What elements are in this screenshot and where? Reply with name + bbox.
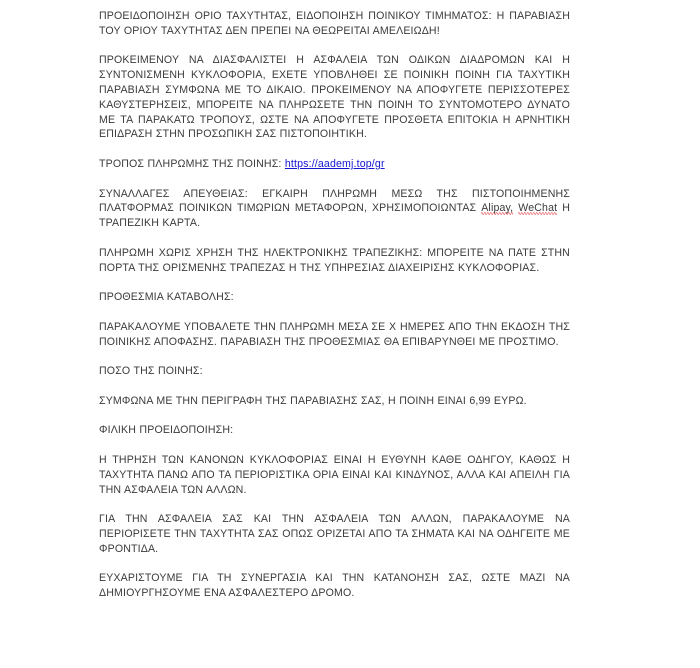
direct-transactions-prefix: ΣΥΝΑΛΛΑΓΕΣ ΑΠΕΥΘΕΙΑΣ: ΕΓΚΑΙΡΗ ΠΛΗΡΩΜΗ ΜΕΣΩ ΤΗΣ ΠΙΣΤΟΠΟΙΗΜΕΝΗΣ ΠΛΑΤΦΟΡΜΑΣ ΠΟΙΝΙΚΩΝ ΤΙΜΩΡΙΩΝ ΜΕΤΑΦΟΡΩΝ, ΧΡΗΣΙΜΟΠΟΙΩΝΤΑΣ xyxy=(99,187,570,215)
paragraph-warning-title: ΠΡΟΕΙΔΟΠΟΙΗΣΗ ΟΡΙΟ ΤΑΧΥΤΗΤΑΣ, ΕΙΔΟΠΟΙΗΣΗ ΠΟΙΝΙΚΟΥ ΤΙΜΗΜΑΤΟΣ: Η ΠΑΡΑΒΙΑΣΗ ΤΟΥ ΟΡΙΟΥ ΤΑΧΥΤΗΤΑΣ ΔΕΝ ΠΡΕΠΕΙ ΝΑ ΘΕΩΡΕΙΤΑΙ ΑΜΕΛΕΙΩΔΗ! xyxy=(99,10,570,37)
document-body xyxy=(99,9,570,601)
paragraph-deadline-body: ΠΑΡΑΚΑΛΟΥΜΕ ΥΠΟΒΑΛΕΤΕ ΤΗΝ ΠΛΗΡΩΜΗ ΜΕΣΑ ΣΕ Χ ΗΜΕΡΕΣ ΑΠΟ ΤΗΝ ΕΚΔΟΣΗ ΤΗΣ ΠΟΙΝΙΚΗΣ ΑΠΟΦΑΣΗΣ. ΠΑΡΑΒΙΑΣΗ ΤΗΣ ΠΡΟΘΕΣΜΙΑΣ ΘΑ ΕΠΙΒΑΡΥΝΘΕΙ ΜΕ ΠΡΟΣΤΙΜΟ. xyxy=(99,320,570,348)
paragraph-safety-body: ΓΙΑ ΤΗΝ ΑΣΦΑΛΕΙΑ ΣΑΣ ΚΑΙ ΤΗΝ ΑΣΦΑΛΕΙΑ ΤΩΝ ΑΛΛΩΝ, ΠΑΡΑΚΑΛΟΥΜΕ ΝΑ ΠΕΡΙΟΡΙΣΕΤΕ ΤΗΝ ΤΑΧΥΤΗΤΑ ΣΑΣ ΟΠΩΣ ΟΡΙΖΕΤΑΙ ΑΠΟ ΤΑ ΣΗΜΑΤΑ ΚΑΙ ΝΑ ΟΔΗΓΕΙΤΕ ΜΕ ΦΡΟΝΤΙΔΑ. xyxy=(99,513,570,555)
payment-link[interactable]: https://aademj.top/gr xyxy=(284,157,385,170)
heading-deadline: ΠΡΟΘΕΣΜΙΑ ΚΑΤΑΒΟΛΗΣ: xyxy=(99,291,234,304)
paragraph-closing: ΕΥΧΑΡΙΣΤΟΥΜΕ ΓΙΑ ΤΗ ΣΥΝΕΡΓΑΣΙΑ ΚΑΙ ΤΗΝ ΚΑΤΑΝΟΗΣΗ ΣΑΣ, ΩΣΤΕ ΜΑΖΙ ΝΑ ΔΗΜΙΟΥΡΓΗΣΟΥΜΕ ΕΝΑ ΑΣΦΑΛΕΣΤΕΡΟ ΔΡΟΜΟ. xyxy=(99,572,570,600)
payment-method-label: ΤΡΟΠΟΣ ΠΛΗΡΩΜΗΣ ΤΗΣ ΠΟΙΝΗΣ: xyxy=(99,157,285,170)
heading-penalty-amount: ΠΟΣΟ ΤΗΣ ΠΟΙΝΗΣ: xyxy=(99,365,203,378)
brand-wechat: WeChat xyxy=(518,202,558,215)
heading-friendly-warning: ΦΙΛΙΚΗ ΠΡΟΕΙΔΟΠΟΙΗΣΗ: xyxy=(99,424,234,437)
paragraph-offline-payment: ΠΛΗΡΩΜΗ ΧΩΡΙΣ ΧΡΗΣΗ ΤΗΣ ΗΛΕΚΤΡΟΝΙΚΗΣ ΤΡΑΠΕΖΙΚΗΣ: ΜΠΟΡΕΙΤΕ ΝΑ ΠΑΤΕ ΣΤΗΝ ΠΟΡΤΑ ΤΗΣ ΟΡΙΣΜΕΝΗΣ ΤΡΑΠΕΖΑΣ Η ΤΗΣ ΥΠΗΡΕΣΙΑΣ ΔΙΑΧΕΙΡΙΣΗΣ ΚΥΚΛΟΦΟΡΙΑΣ. xyxy=(99,246,570,274)
paragraph-direct-transactions xyxy=(99,187,570,231)
paragraph-friendly-warning-body: Η ΤΗΡΗΣΗ ΤΩΝ ΚΑΝΟΝΩΝ ΚΥΚΛΟΦΟΡΙΑΣ ΕΙΝΑΙ Η ΕΥΘΥΝΗ ΚΑΘΕ ΟΔΗΓΟΥ, ΚΑΘΩΣ Η ΤΑΧΥΤΗΤΑ ΠΑΝΩ ΑΠΟ ΤΑ ΠΕΡΙΟΡΙΣΤΙΚΑ ΟΡΙΑ ΕΙΝΑΙ ΚΑΙ ΚΙΝΔΥΝΟΣ, ΑΛΛΑ ΚΑΙ ΑΠΕΙΛΗ ΓΙΑ ΤΗΝ ΑΣΦΑΛΕΙΑ ΤΩΝ ΑΛΛΩΝ. xyxy=(99,453,570,496)
paragraph-penalty-amount-body: ΣΥΜΦΩΝΑ ΜΕ ΤΗΝ ΠΕΡΙΓΡΑΦΗ ΤΗΣ ΠΑΡΑΒΙΑΣΗΣ ΣΑΣ, Η ΠΟΙΝΗ ΕΙΝΑΙ 6,99 ΕΥΡΩ. xyxy=(99,394,527,407)
paragraph-payment-method xyxy=(99,157,570,172)
paragraph-intro-body: ΠΡΟΚΕΙΜΕΝΟΥ ΝΑ ΔΙΑΣΦΑΛΙΣΤΕΙ Η ΑΣΦΑΛΕΙΑ ΤΩΝ ΟΔΙΚΩΝ ΔΙΑΔΡΟΜΩΝ ΚΑΙ Η ΣΥΝΤΟΝΙΣΜΕΝΗ ΚΥΚΛΟΦΟΡΙΑ, ΕΧΕΤΕ ΥΠΟΒΛΗΘΕΙ ΣΕ ΠΟΙΝΙΚΗ ΠΟΙΝΗ ΓΙΑ ΤΑΧΥΤΙΚΗ ΠΑΡΑΒΙΑΣΗ ΣΥΜΦΩΝΑ ΜΕ ΤΟ ΔΙΚΑΙΟ. ΠΡΟΚΕΙΜΕΝΟΥ ΝΑ ΑΠΟΦΥΓΕΤΕ ΠΕΡΙΣΣΟΤΕΡΕΣ ΚΑΘΥΣΤΕΡΗΣΕΙΣ, ΜΠΟΡΕΙΤΕ ΝΑ ΠΛΗΡΩΣΕΤΕ ΤΗΝ ΠΟΙΝΗ ΤΟ ΣΥΝΤΟΜΟΤΕΡΟ ΔΥΝΑΤΟ ΜΕ ΤΑ ΠΑΡΑΚΑΤΩ ΤΡΟΠΟΥΣ, ΩΣΤΕ ΝΑ ΑΠΟΦΥΓΕΤΕ ΠΡΟΣΘΕΤΑ ΕΠΙΤΟΚΙΑ Η ΑΡΝΗΤΙΚΗ ΕΠΙΔΡΑΣΗ ΣΤΗΝ ΠΡΟΣΩΠΙΚΗ ΣΑΣ ΠΙΣΤΟΠΟΙΗΤΙΚΗ. xyxy=(99,54,570,141)
brand-alipay: Alipay, xyxy=(481,202,514,215)
direct-transactions-suffix: Η ΤΡΑΠΕΖΙΚΗ ΚΑΡΤΑ. xyxy=(99,202,570,230)
